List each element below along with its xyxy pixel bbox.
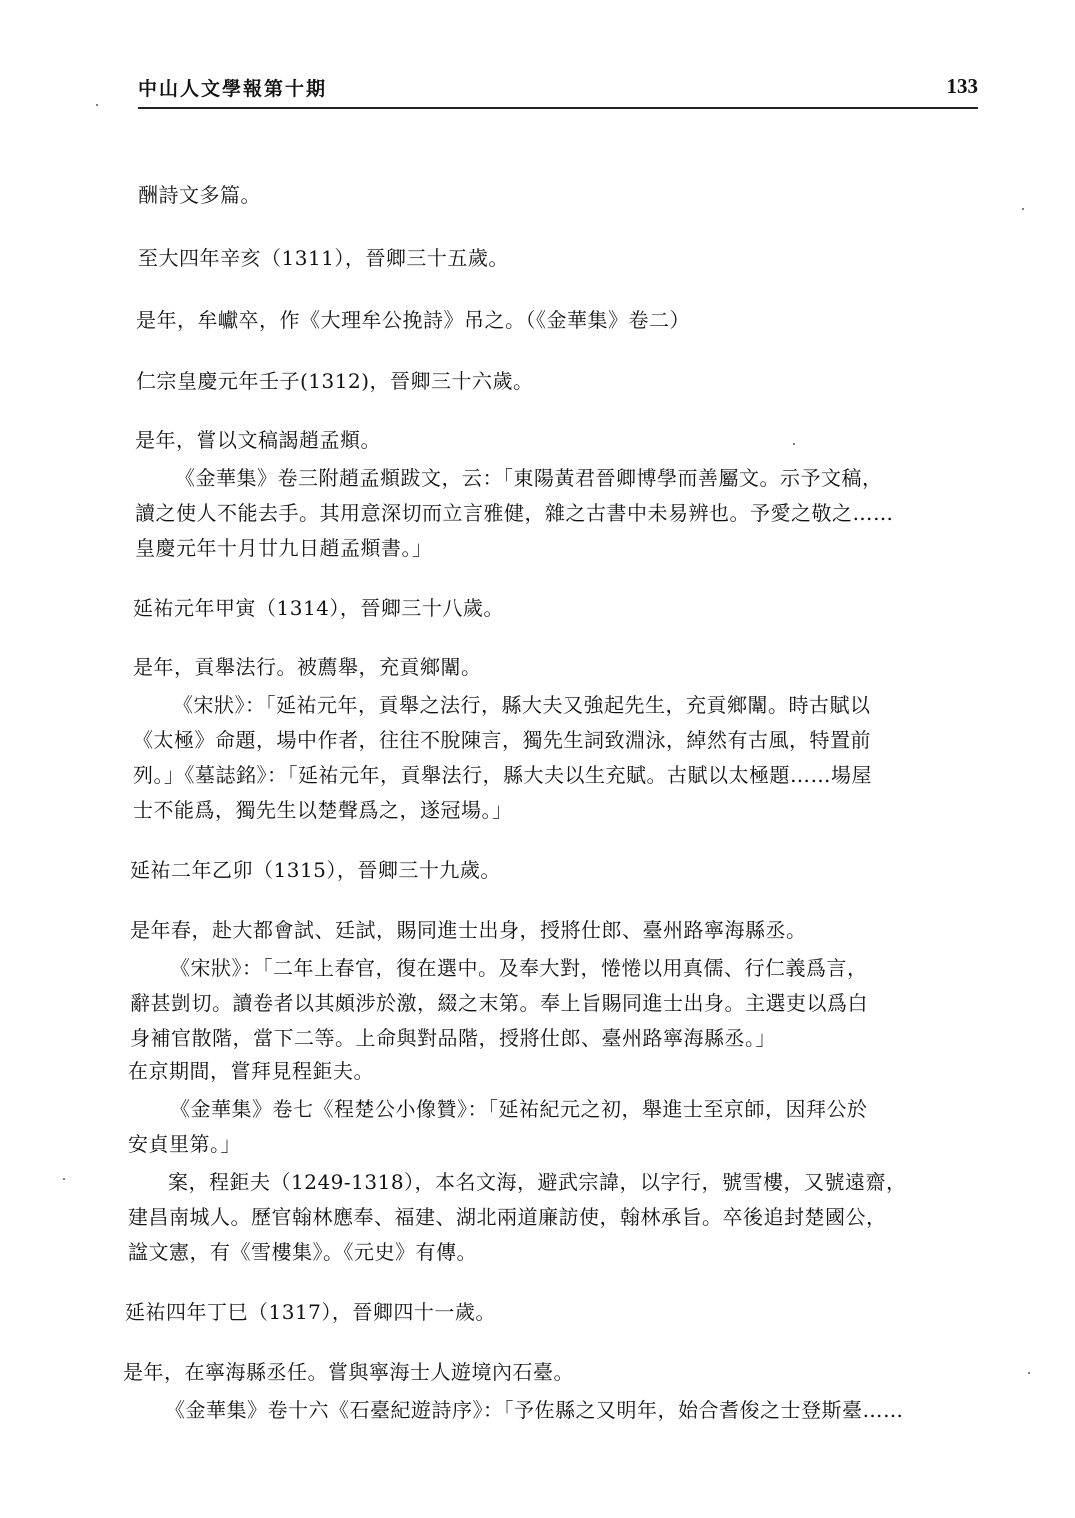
text-line: 諡文憲，有《雪樓集》。《元史》有傳。 xyxy=(128,1240,477,1264)
scan-speck xyxy=(1028,1372,1030,1374)
scan-speck xyxy=(63,1178,65,1180)
text-line: 安貞里第。」 xyxy=(128,1132,241,1156)
page-number: 133 xyxy=(946,74,978,98)
text-line: 延祐四年丁巳（1317），晉卿四十一歲。 xyxy=(125,1300,496,1324)
text-line: 《金華集》卷七《程楚公小像贊》：「延祐紀元之初，舉進士至京師，因拜公於 xyxy=(170,1097,868,1121)
text-line: 仁宗皇慶元年壬子(1312)，晉卿三十六歲。 xyxy=(136,369,534,393)
text-line: 《宋狀》：「二年上春官，復在選中。及奉大對，惓惓以用真儒、行仁義爲言， xyxy=(170,956,868,980)
text-line: 是年，嘗以文稿謁趙孟頫。 xyxy=(135,428,381,452)
text-line: 身補官散階，當下二等。上命與對品階，授將仕郎、臺州路寧海縣丞。」 xyxy=(130,1026,776,1050)
text-line: 讀之使人不能去手。其用意深切而立言雅健，雜之古書中未易辨也。予愛之敬之…… xyxy=(135,501,894,525)
text-line: 士不能爲，獨先生以楚聲爲之，遂冠場。」 xyxy=(133,798,513,822)
scan-speck xyxy=(1022,208,1024,210)
text-line: 《金華集》卷三附趙孟頫跋文，云：「東陽黃君晉卿博學而善屬文。示予文稿， xyxy=(175,466,883,490)
text-line: 是年，牟巘卒，作《大理牟公挽詩》吊之。（《金華集》卷二） xyxy=(136,308,690,332)
text-line: 至大四年辛亥（1311），晉卿三十五歲。 xyxy=(138,246,509,270)
text-line: 《金華集》卷十六《石臺紀遊詩序》：「予佐縣之又明年，始合耆俊之士登斯臺…… xyxy=(165,1398,904,1422)
text-line: 《宋狀》：「延祐元年，貢舉之法行，縣大夫又強起先生，充貢鄉闈。時古賦以 xyxy=(173,693,871,717)
scan-speck xyxy=(96,104,98,106)
text-line: 酬詩文多篇。 xyxy=(138,183,261,207)
text-line: 延祐元年甲寅（1314），晉卿三十八歲。 xyxy=(133,596,504,620)
text-line: 延祐二年乙卯（1315），晉卿三十九歲。 xyxy=(130,858,501,882)
scan-speck xyxy=(793,443,795,445)
text-line: 建昌南城人。歷官翰林應奉、福建、湖北兩道廉訪使，翰林承旨。卒後追封楚國公， xyxy=(128,1205,887,1229)
text-line: 列。」《墓誌銘》：「延祐元年，貢舉法行，縣大夫以生充賦。古賦以太極題……場屋 xyxy=(133,763,872,787)
text-line: 《太極》命題，場中作者，往往不脫陳言，獨先生詞致淵泳，綽然有古風，特置前 xyxy=(133,728,871,752)
text-line: 是年，在寧海縣丞任。嘗與寧海士人遊境內石臺。 xyxy=(123,1360,574,1384)
journal-title: 中山人文學報第十期 xyxy=(138,78,328,100)
text-line: 辭甚剴切。讀卷者以其頗涉於激，綴之末第。奉上旨賜同進士出身。主選吏以爲白 xyxy=(130,991,868,1015)
text-line: 是年春，赴大都會試、廷試，賜同進士出身，授將仕郎、臺州路寧海縣丞。 xyxy=(130,918,807,942)
text-line: 在京期間，嘗拜見程鉅夫。 xyxy=(128,1059,374,1083)
text-line: 是年，貢舉法行。被薦舉，充貢鄉闈。 xyxy=(133,655,482,679)
text-line: 案，程鉅夫（1249-1318），本名文海，避武宗諱，以字行，號雪樓，又號遠齋， xyxy=(168,1170,907,1194)
text-line: 皇慶元年十月廿九日趙孟頫書。」 xyxy=(135,536,433,560)
